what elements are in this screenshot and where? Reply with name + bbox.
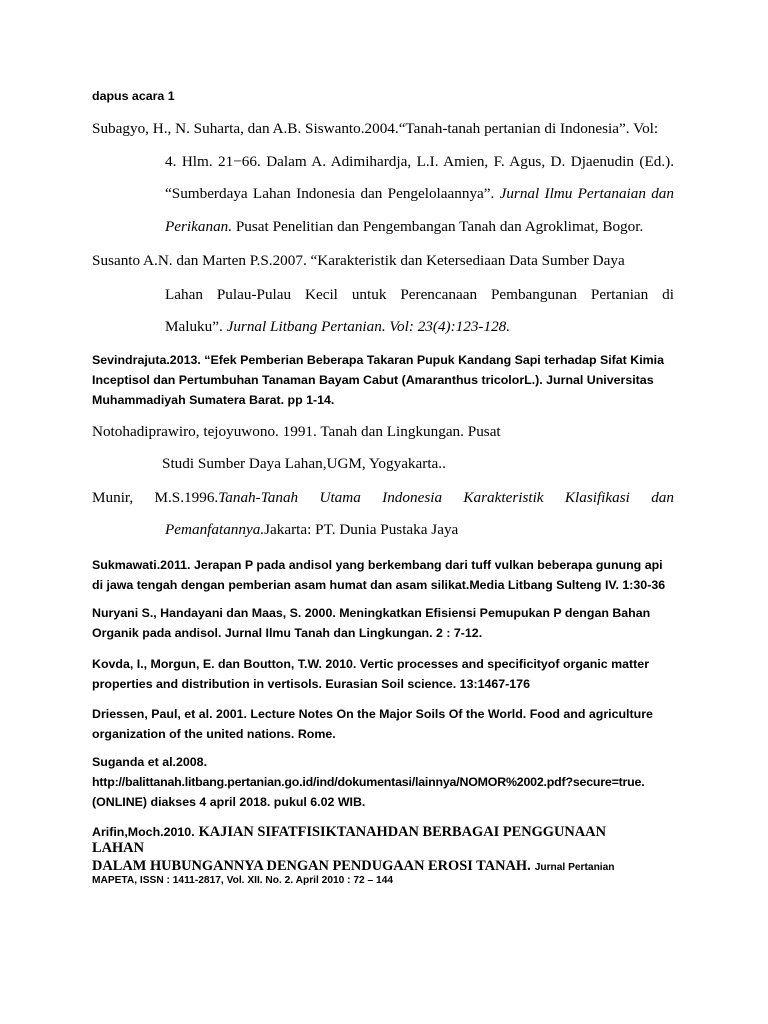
reference-sukmawati: Sukmawati.2011. Jerapan P pada andisol yang berkembang dari tuff vulkan beberapa gunung api di jawa tengah dengan pemberian asam humat dan asam silikat.Media Litbang Sulteng IV. 1:30-36 — [92, 558, 666, 592]
reference-nuryani: Nuryani S., Handayani dan Maas, S. 2000. Meningkatkan Efisiensi Pemupukan P dengan Bahan Organik pada andisol. Jurnal Ilmu Tanah dan Lingkungan. 2 : 7-12. — [92, 606, 651, 640]
reference-line: Suganda et al.2008. — [92, 755, 208, 769]
book-title: Pemanfatannya. — [165, 521, 265, 538]
reference-author: Arifin,Moch.2010. — [92, 825, 195, 839]
article-title: KAJIAN SIFATFISIKTANAHDAN BERBAGAI PENGGUNAAN — [198, 824, 606, 840]
journal-name: Jurnal Pertanian — [534, 862, 615, 873]
reference-line — [165, 521, 674, 539]
reference-url: http://balittanah.litbang.pertanian.go.id/ind/dokumentasi/lainnya/NOMOR%2002.pdf?secure=true. — [92, 775, 645, 789]
reference-line: 4. Hlm. 21−66. Dalam A. Adimihardja, L.I. Amien, F. Agus, D. Djaenudin (Ed.). — [165, 153, 674, 170]
book-title: Tanah-Tanah Utama Indonesia Karakteristik Klasifikasi dan — [218, 489, 674, 506]
journal-details: MAPETA, ISSN : 1411-2817, Vol. XII. No. 2. April 2010 : 72 – 144 — [92, 875, 394, 886]
reference-line — [165, 218, 674, 236]
reference-line — [165, 185, 674, 203]
reference-text: Pusat Penelitian dan Pengembangan Tanah dan Agroklimat, Bogor. — [235, 218, 644, 235]
reference-line — [92, 489, 674, 507]
journal-title: Jurnal Litbang Pertanian. Vol: 23(4):123-128. — [226, 318, 511, 335]
reference-line: Subagyo, H., N. Suharta, dan A.B. Siswanto.2004.“Tanah-tanah pertanian di Indonesia”. Vol: — [92, 120, 659, 137]
reference-text: “Sumberdaya Lahan Indonesia dan Pengelolaannya”. — [165, 185, 495, 202]
reference-line: Notohadiprawiro, tejoyuwono. 1991. Tanah dan Lingkungan. Pusat — [92, 423, 501, 440]
reference-line — [92, 857, 674, 875]
reference-line: Susanto A.N. dan Marten P.S.2007. “Karakteristik dan Ketersediaan Data Sumber Daya — [92, 252, 625, 269]
journal-title: Jurnal Ilmu Pertanaian dan — [499, 185, 674, 202]
reference-sevindrajuta: Sevindrajuta.2013. “Efek Pemberian Beberapa Takaran Pupuk Kandang Sapi terhadap Sifat Kimia Inceptisol dan Pertumbuhan Tanaman Bayam Cabut (Amaranthus tricolorL.). Jurnal Universitas Muhammadiyah Sumatera Barat. pp 1-14. — [92, 353, 664, 407]
document-heading: dapus acara 1 — [92, 89, 175, 103]
reference-line: Lahan Pulau-Pulau Kecil untuk Perencanaan Pembangunan Pertanian di — [165, 286, 674, 303]
reference-text: Jakarta: PT. Dunia Pustaka Jaya — [264, 521, 459, 538]
reference-text: Munir, M.S.1996. — [92, 489, 219, 506]
reference-driessen: Driessen, Paul, et al. 2001. Lecture Notes On the Major Soils Of the World. Food and agriculture organization of the united nations. Rome. — [92, 707, 653, 741]
reference-line: (ONLINE) diakses 4 april 2018. pukul 6.02 WIB. — [92, 795, 366, 809]
reference-line — [165, 318, 674, 336]
article-title: DALAM HUBUNGANNYA DENGAN PENDUGAAN EROSI TANAH. — [92, 858, 531, 874]
reference-line — [92, 823, 674, 841]
article-title: LAHAN — [92, 840, 144, 856]
journal-title: Perikanan. — [165, 218, 233, 235]
reference-kovda: Kovda, I., Morgun, E. dan Boutton, T.W. 2010. Vertic processes and specificityof organic matter properties and distribution in vertisols. Eurasian Soil science. 13:1467-176 — [92, 657, 650, 691]
reference-text: Maluku”. — [165, 318, 223, 335]
reference-line: Studi Sumber Daya Lahan,UGM, Yogyakarta.. — [162, 455, 446, 472]
